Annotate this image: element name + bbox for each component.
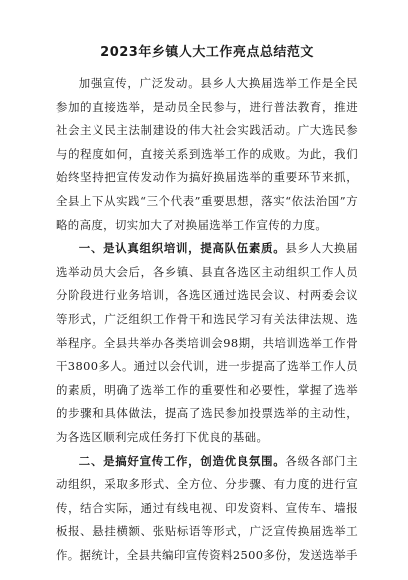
section-heading-publicity: 二、是搞好宣传工作，创造优良氛围。 xyxy=(78,453,286,468)
paragraph-intro xyxy=(56,72,358,237)
paragraph-text: 加强宣传，广泛发动。县乡人大换届选举工作是全民参加的直接选举，是动员全民参与，进行普法教育，推进社会主义民主法制建设的伟大社会实践活动。广大选民参与的程度如何，直接关系到选举工作的成败。为此，我们始终坚持把宣传发动作为搞好换届选举的重要环节来抓，全县上下从实践“三个代表”重要思想，落实“依法治国”方略的高度，切实加大了对换届选举工作宣传的力度。 xyxy=(56,76,358,232)
paragraph-text: 县乡人大换届选举动员大会后，各乡镇、县直各选区主动组织工作人员分阶段进行业务培训，各选区通过选民会议、村两委会议等形式，广泛组织工作骨干和选民学习有关法律法规、选举程序。全县共举办各类培训会98期，共培训选举工作骨干3800多人。通过以会代训，进一步提高了选举工作人员的素质，明确了选举工作的重要性和必要性，掌握了选举的步骤和具体做法，提高了选民参加投票选举的主动性，为各选区顺利完成任务打下优良的基础。 xyxy=(56,241,358,444)
paragraph-training xyxy=(56,237,358,449)
section-heading-training: 一、是认真组织培训，提高队伍素质。 xyxy=(78,241,286,256)
document-title: 2023年乡镇人大工作亮点总结范文 xyxy=(100,45,314,60)
paragraph-text: 各级各部门主动组织，采取多形式、全方位、分步骤、有力度的进行宣传，结合实际，通过有线电视、印发资料、宣传车、墙报板报、悬挂横额、张贴标语等形式，广泛宣传换届选举工作。据统计，全县共编印宣传资料2500多份，发送选举手 xyxy=(56,453,358,562)
paragraph-publicity xyxy=(56,450,358,568)
